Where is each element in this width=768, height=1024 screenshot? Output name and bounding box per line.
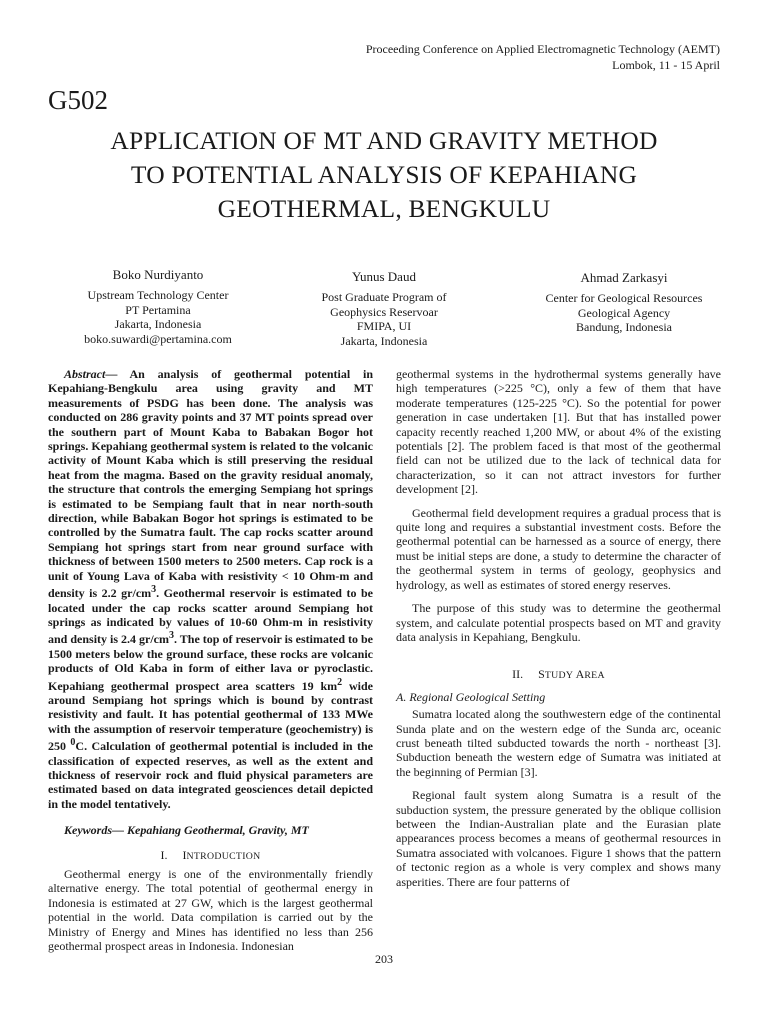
section-title-rest: TUDY	[544, 670, 576, 682]
paragraph: The purpose of this study was to determine the geothermal system, and calculate potential prospects based on MT and gravity data analysis in Kepahiang, Bengkulu.	[396, 601, 721, 644]
abstract-label: Abstract	[64, 367, 106, 381]
author-affiliation-line: Upstream Technology Center	[87, 288, 229, 302]
section-heading-introduction	[48, 848, 373, 864]
section-title-initial: S	[538, 667, 545, 682]
paragraph-continued: geothermal systems in the hydrothermal systems generally have high temperatures (>225 °C), only a few of them that have moderate temperatures (125-225 °C). So the potential for power generation in case undertaken [1]. But that has installed power capacity recently reached 1,200 MW, or about 4% of the existing potentials [2]. The problem faced is that most of the geothermal field can not be utilized due to the lack of technical data for characterization, so it can not attract investors for further development [2].	[396, 367, 721, 497]
section-title-rest: NTRODUCTION	[186, 850, 261, 862]
section-heading-study-area	[396, 667, 721, 683]
page-number: 203	[375, 952, 393, 966]
author-name: Ahmad Zarkasyi	[580, 270, 668, 285]
paper-title	[40, 124, 728, 226]
author-affiliation-line: Jakarta, Indonesia	[340, 333, 428, 348]
author-block	[58, 267, 258, 346]
superscript: 3	[151, 584, 157, 596]
paragraph: Sumatra located along the southwestern edge of the continental Sunda plate and on the western edge of the Sunda arc, oceanic crust beneath tilted subducted towards the north - northeast [3]. Subduction beneath the western edge of Sumatra was initiated at the beginning of Permian [3].	[396, 707, 721, 779]
section-number: II.	[512, 667, 524, 682]
paragraph: Geothermal energy is one of the environmentally friendly alternative energy. The total potential of geothermal energy in Indonesia is estimated at 27 GW, which is the largest geothermal potential in the world. Data compilation is carried out by the Ministry of Energy and Mines has identified no less than 256 geothermal prospect areas in Indonesia. Indonesian	[48, 867, 373, 954]
section-number: I.	[160, 847, 168, 862]
abstract-text: C. Calculation of geothermal potential is included in the classification of expected reserves, as well as the extent and thickness of reservoir rock and fluid physical parameters are estimated based on data integrated geosciences detail depicted in the model tentatively.	[48, 739, 373, 811]
conference-header-line2: Lombok, 11 - 15 April	[612, 58, 720, 72]
author-block	[284, 269, 484, 348]
author-email: boko.suwardi@pertamina.com	[84, 331, 232, 346]
section-title-initial: I	[182, 847, 187, 862]
author-affiliation-line: Jakarta, Indonesia	[114, 317, 202, 332]
abstract-text: . The top of reservoir is estimated to be 1500 meters below the ground surface, these rocks are volcanic products of Old Kaba in form of either lava or pyroclastic. Kepahiang geothermal prospect area scatters 19 km	[48, 632, 373, 693]
paragraph: Geothermal field development requires a gradual process that is quite long and requires a substantial investment costs. Before the geothermal potential can be harnessed as a source of energy, there must be initial steps are done, a study to determine the character of the geothermal system in terms of geology, geophysics and hydrology, as well as estimates of stored energy reserves.	[396, 505, 721, 592]
author-name: Yunus Daud	[352, 269, 416, 284]
author-affiliation-line: PT Pertamina	[125, 302, 191, 317]
title-line: TO POTENTIAL ANALYSIS OF KEPAHIANG	[130, 160, 638, 189]
abstract-text: . Geothermal reservoir is estimated to be located under the cap rocks scatter around Sempiang hot springs as indicated by values of 10-60 Ohm-m in resistivity and density is 2.4 gr/cm	[48, 586, 373, 647]
author-affiliation-line: Post Graduate Program of	[321, 290, 447, 304]
author-affiliation-line: Geological Agency	[577, 305, 671, 320]
paragraph: Regional fault system along Sumatra is a result of the subduction system, the pressure generated by the oblique collision between the Indian-Australian plate and the Eurasian plate appearances process becomes a means of geothermal resources in Sumatra associated with volcanoes. Figure 1 shows that the pattern of tectonic region as a whole is very complex and shows many asperities. There are four patterns of	[396, 788, 721, 889]
title-line: GEOTHERMAL, BENGKULU	[217, 194, 551, 223]
author-affiliation-line: Bandung, Indonesia	[576, 320, 672, 335]
abstract	[48, 367, 373, 811]
abstract-text: wide around Sempiang hot springs which is bound by contrast resistivity and fault. It has potential geothermal of 133 MWe with the assumption of reservoir temperature (geochemistry) is 250	[48, 678, 374, 754]
keywords: Keywords— Kepahiang Geothermal, Gravity, MT	[64, 823, 309, 838]
right-column	[396, 367, 721, 889]
author-affiliation-line: FMIPA, UI	[356, 319, 412, 334]
superscript: 0	[70, 737, 76, 749]
paper-code: G502	[48, 85, 108, 115]
title-line: APPLICATION OF MT AND GRAVITY METHOD	[110, 126, 658, 155]
superscript: 2	[337, 676, 343, 688]
left-column	[48, 367, 373, 953]
author-affiliation-line: Geophysics Reservoar	[330, 304, 438, 319]
conference-header-line1: Proceeding Conference on Applied Electromagnetic Technology (AEMT)	[365, 42, 720, 56]
author-block	[524, 270, 724, 335]
author-name: Boko Nurdiyanto	[112, 267, 204, 282]
abstract-dash: —	[105, 367, 130, 381]
section-title-rest: REA	[584, 670, 605, 682]
abstract-text: An analysis of geothermal potential in Kepahiang-Bengkulu area using gravity and MT measurements of PSDG has been done. The analysis was conducted on 286 gravity points and 37 MT points spread over the southern part of Mount Kaba to Babakan Bogor hot springs. Kepahiang geothermal system is related to the volcanic activity of Mount Kaba which is still preserving the residual heat from the magma. Based on the gravity residual anomaly, the structure that controls the emerging Sempiang hot springs is estimated to be Sempiang fault that in near north-south direction, while Babakan Bogor hot springs is estimated to be controlled by the Sumatra fault. The cap rocks scatter around Sempiang hot springs start from near ground surface with thickness of between 1500 meters to 2500 meters. Cap rock is a unit of Young Lava of Kaba with resistivity < 10 Ohm-m and density is 2.2 gr/cm	[48, 367, 373, 601]
superscript: 3	[169, 630, 175, 642]
subsection-heading: A. Regional Geological Setting	[396, 689, 546, 704]
section-title-initial: A	[575, 667, 585, 682]
author-affiliation-line: Center for Geological Resources	[545, 291, 703, 305]
